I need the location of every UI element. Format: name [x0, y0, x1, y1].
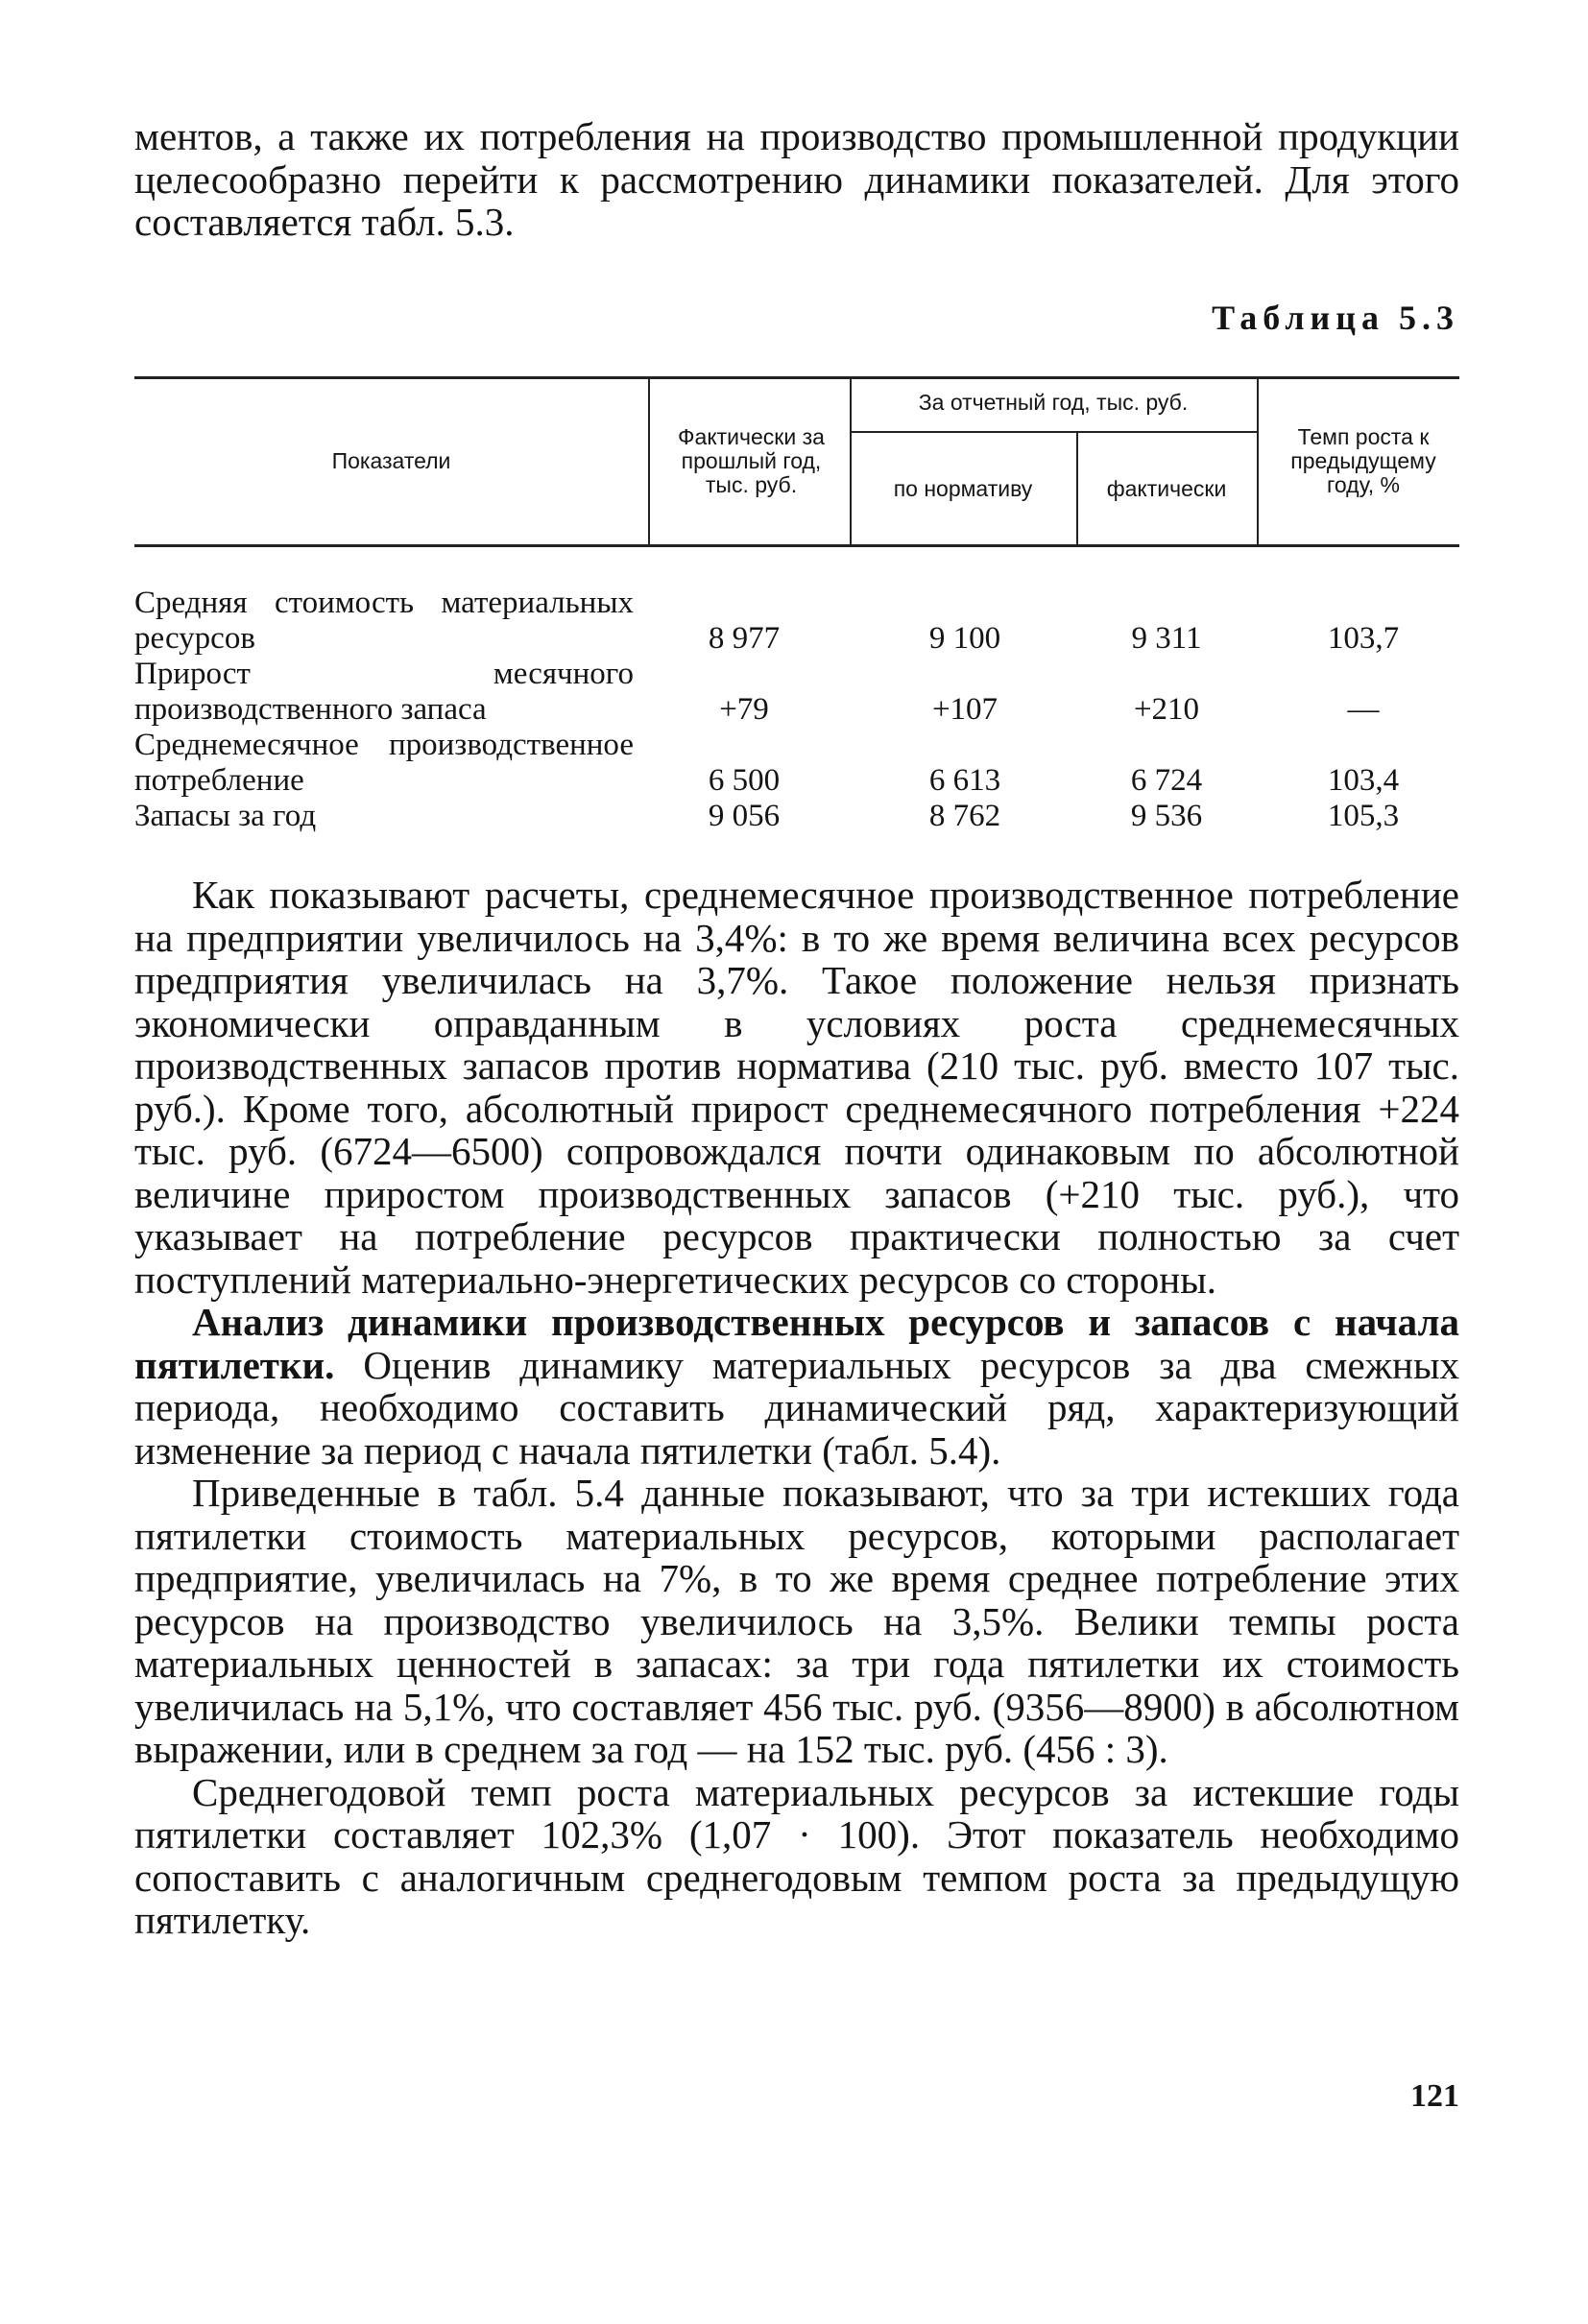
cell-actual: +210 [1133, 692, 1200, 727]
cell-actual: 6 724 [1130, 763, 1203, 798]
cell-by-norm: +107 [931, 692, 999, 727]
cell-last-year: +79 [719, 692, 769, 727]
table-row [134, 657, 1459, 728]
paragraph-dynamics-analysis [134, 1301, 1459, 1472]
table-header [134, 376, 1459, 547]
row-label: Среднемесячное производственное потребление [134, 728, 634, 798]
table-row [134, 799, 1459, 834]
header-last-year: Фактически за прошлый год, тыс. руб. [678, 424, 825, 497]
header-indicators: Показатели [331, 448, 451, 473]
header-reporting-year: За отчетный год, тыс. руб. [918, 390, 1189, 415]
section-heading-inline: Анализ динамики производственных ресурсов и запасов с начала пятилетки. [134, 1300, 1459, 1387]
table-caption: Таблица 5.3 [1212, 299, 1459, 337]
cell-by-norm: 9 100 [928, 621, 1001, 656]
row-label: Прирост месячного производственного запаса [134, 657, 634, 727]
cell-by-norm: 6 613 [928, 763, 1001, 798]
row-label: Средняя стоимость материальных ресурсов [134, 586, 634, 656]
cell-growth: 105,3 [1327, 799, 1400, 833]
header-actual: фактически [1106, 476, 1227, 501]
header-by-norm: по нормативу [893, 476, 1033, 501]
cell-actual: 9 536 [1130, 799, 1203, 833]
body-text [134, 874, 1459, 1942]
cell-growth: 103,4 [1327, 763, 1400, 798]
paragraph-dynamics-body: Оценив динамику материальных ресурсов за два смежных периода, необходимо составить динамический ряд, характеризующий изменение за период с начала пятилетки (табл. 5.4). [134, 1342, 1459, 1473]
table-body [134, 586, 1459, 834]
header-growth: Темп роста к предыдущему году, % [1290, 424, 1436, 497]
cell-last-year: 6 500 [708, 763, 781, 798]
cell-last-year: 9 056 [708, 799, 781, 833]
book-page [134, 114, 1459, 2114]
paragraph-table-5-4-data: Приведенные в табл. 5.4 данные показывают, что за три истекших года пятилетки стоимость материальных ресурсов, которыми располагает предприятие, увеличилась на 7%, в то же время среднее потребление этих ресурсов на производство увеличилось на 3,5%. Велики темпы роста материальных ценностей в запасах: за три года пятилетки их стоимость увеличилась на 5,1%, что составляет 456 тыс. руб. (9356—8900) в абсолютном выражении, или в среднем за год — на 152 тыс. руб. (456 : 3). [134, 1471, 1459, 1771]
paragraph-average-growth: Среднегодовой темп роста материальных ресурсов за истекшие годы пятилетки составляет 102,3% (1,07 · 100). Этот показатель необходимо сопоставить с аналогичным среднегодовым темпом роста за предыдущую пятилетку. [134, 1769, 1459, 1942]
table-row [134, 586, 1459, 657]
table-row [134, 728, 1459, 799]
intro-paragraph: ментов, а также их потребления на производство промышленной продукции целесообразно перейти к рассмотрению динамики показателей. Для этого составляется табл. 5.3. [134, 114, 1459, 244]
cell-growth: 103,7 [1327, 621, 1400, 656]
cell-last-year: 8 977 [708, 621, 781, 656]
cell-by-norm: 8 762 [928, 799, 1001, 833]
cell-growth: — [1347, 692, 1380, 727]
page-number: 121 [1410, 2078, 1459, 2114]
row-label: Запасы за год [134, 799, 317, 833]
cell-actual: 9 311 [1131, 621, 1202, 656]
paragraph-calculations: Как показывают расчеты, среднемесячное производственное потребление на предприятии увеличилось на 3,4%: в то же время величина всех ресурсов предприятия увеличилась на 3,7%. Такое положение нельзя признать экономически оправданным в условиях роста среднемесячных производственных запасов против норматива (210 тыс. руб. вместо 107 тыс. руб.). Кроме того, абсолютный прирост среднемесячного потребления +224 тыс. руб. (6724—6500) сопровождался почти одинаковым по абсолютной величине приростом производственных запасов (+210 тыс. руб.), что указывает на потребление ресурсов практически полностью за счет поступлений материально-энергетических ресурсов со стороны. [134, 873, 1459, 1302]
table-5-3 [134, 376, 1459, 834]
